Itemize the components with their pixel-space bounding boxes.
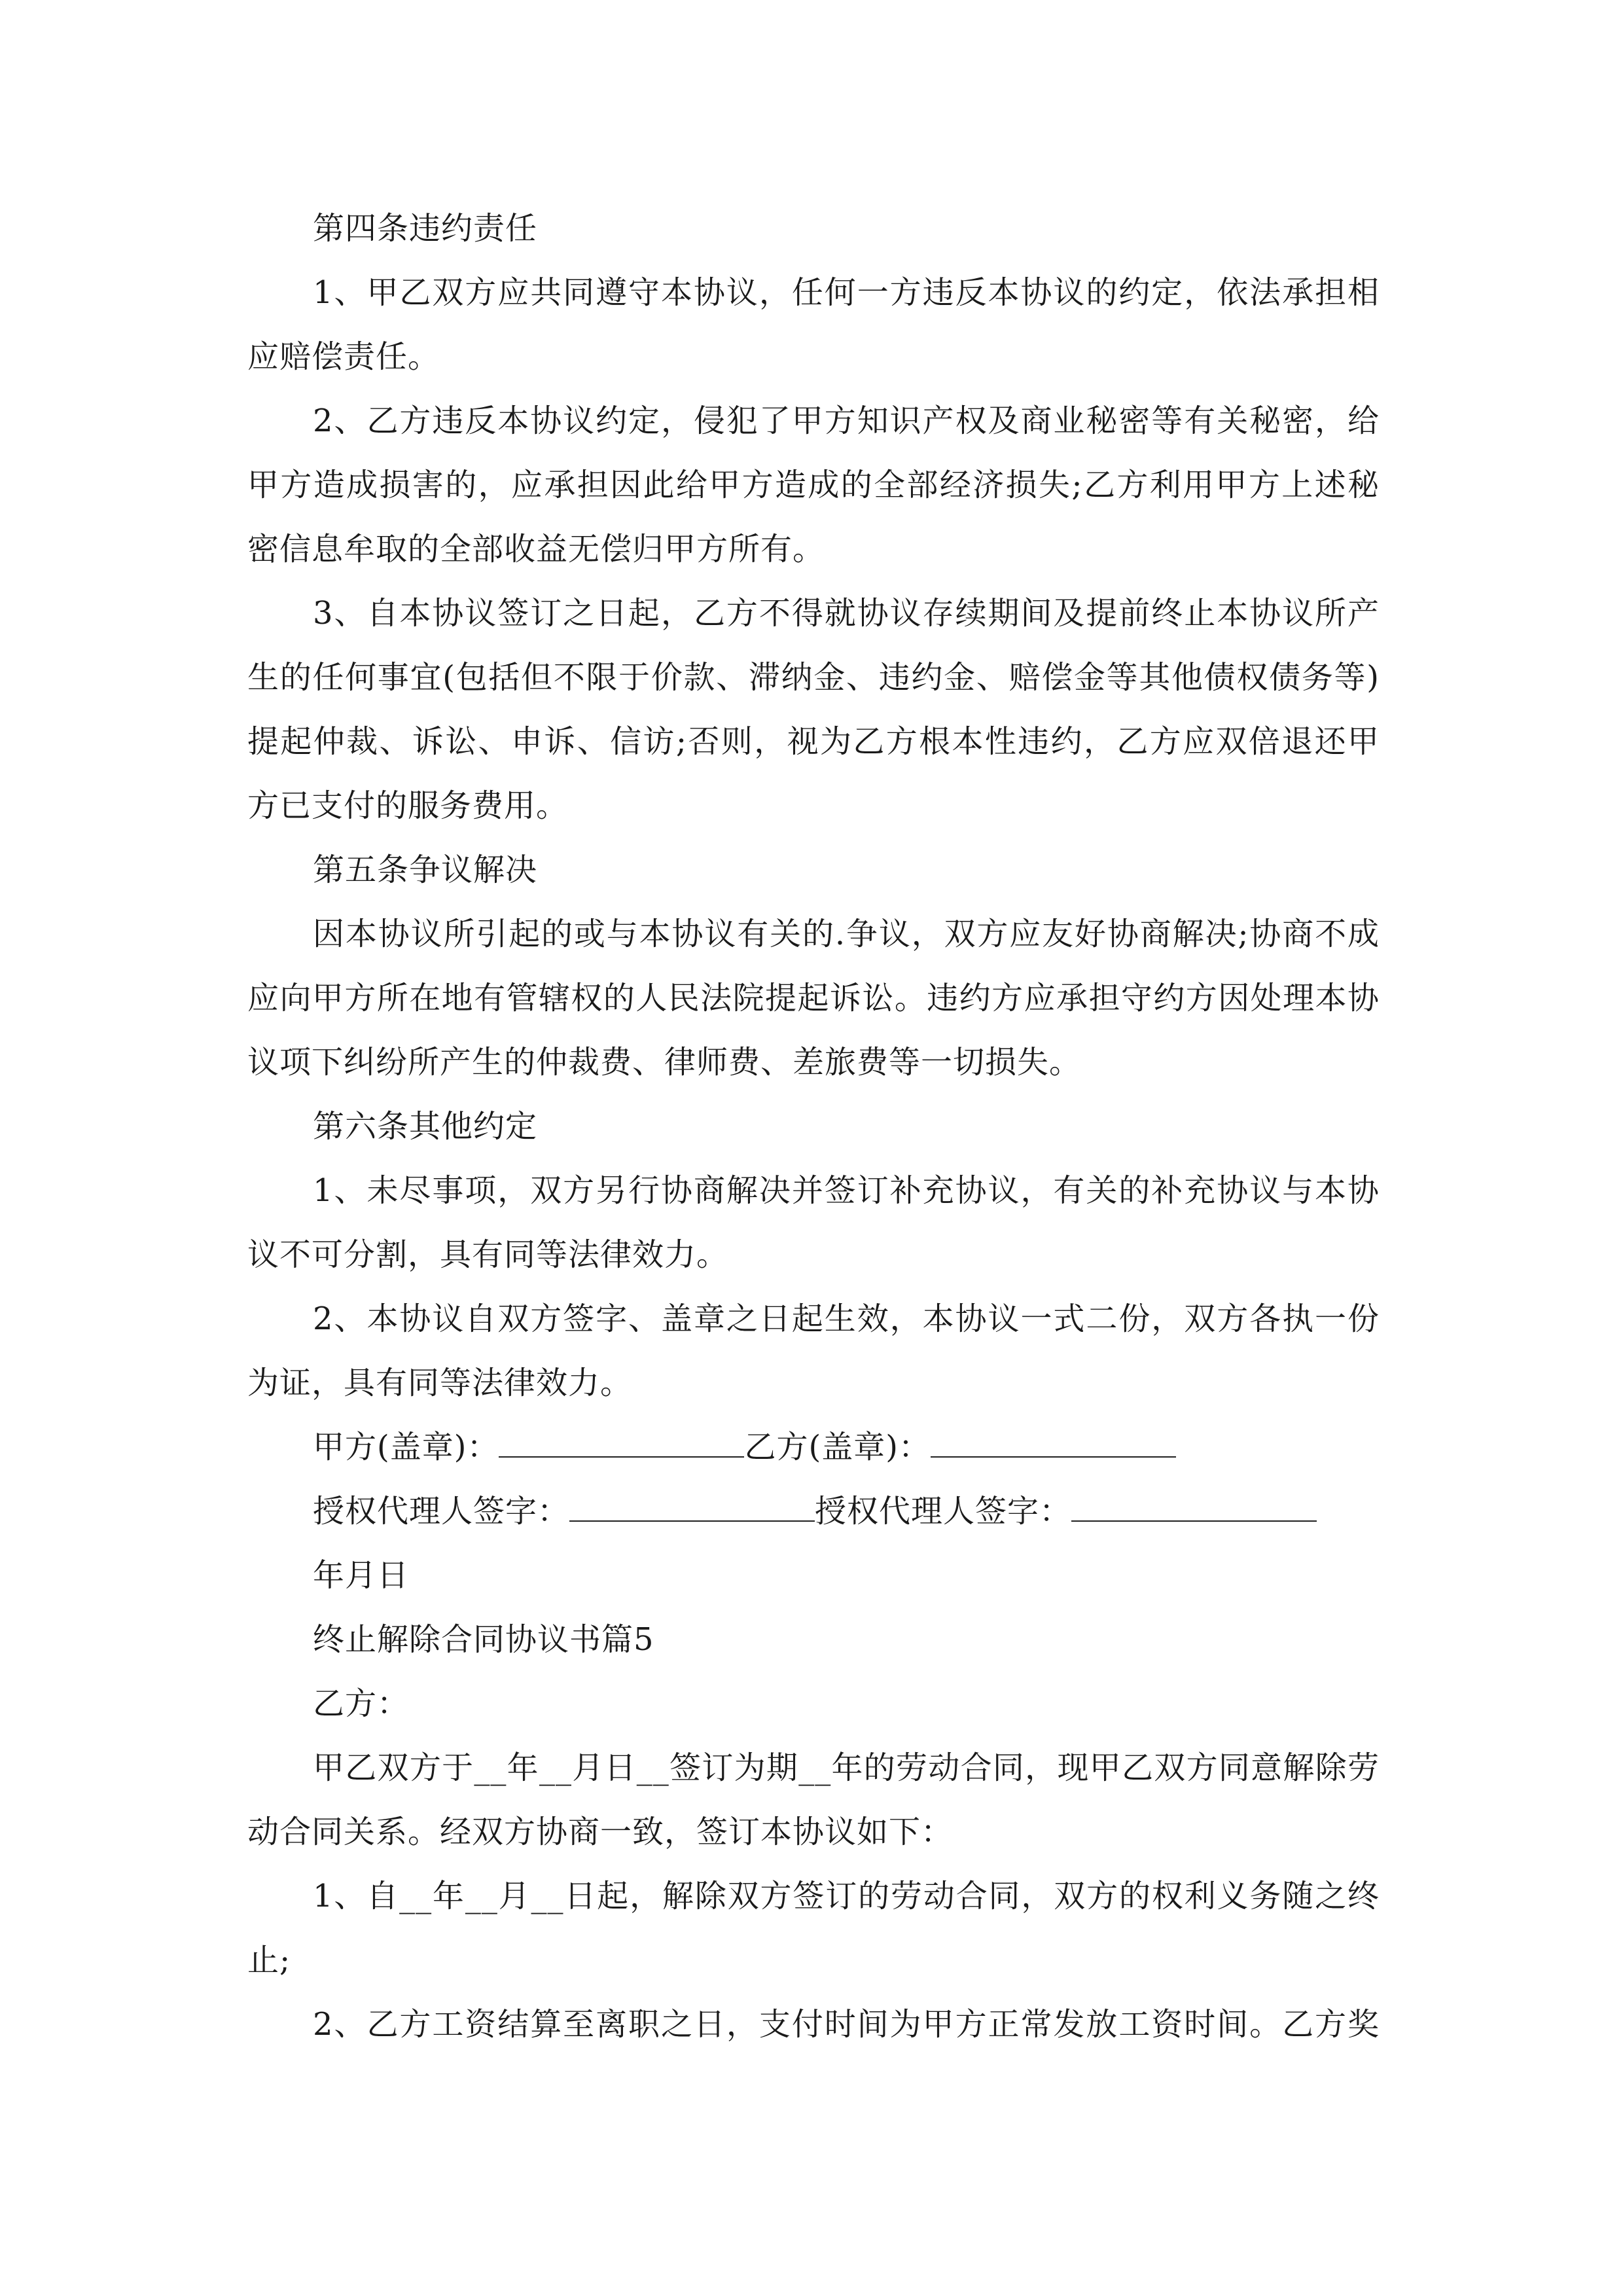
text-line: 第六条其他约定 (313, 1108, 538, 1145)
text-line: 年月日 (313, 1557, 410, 1594)
text-line: 1、未尽事项，双方另行协商解决并签订补充协议，有关的补充协议与本协 (313, 1172, 1380, 1209)
text-line: 生的任何事宜(包括但不限于价款、滞纳金、违约金、赔偿金等其他债权债务等) (247, 659, 1380, 696)
text-line: 议不可分割，具有同等法律效力。 (247, 1236, 729, 1273)
text-line: 甲乙双方于__年__月日__签订为期__年的劳动合同，现甲乙双方同意解除劳 (313, 1749, 1380, 1786)
text-line: 2、乙方违反本协议约定，侵犯了甲方知识产权及商业秘密等有关秘密，给 (313, 403, 1380, 439)
text-line: 动合同关系。经双方协商一致，签订本协议如下： (247, 1814, 954, 1850)
document-body-continued (247, 1543, 1380, 2056)
agent-b-sign-blank (1071, 1482, 1317, 1522)
party-a-seal-label: 甲方(盖章)： (313, 1429, 499, 1465)
document-page (247, 196, 1380, 2056)
text-line: 第五条争议解决 (313, 852, 538, 888)
party-a-seal-blank (499, 1418, 744, 1458)
agent-a-sign-label: 授权代理人签字： (313, 1493, 570, 1530)
text-line: 第四条违约责任 (313, 210, 538, 247)
text-line: 因本协议所引起的或与本协议有关的.争议，双方应友好协商解决;协商不成 (313, 916, 1380, 952)
text-line: 1、甲乙双方应共同遵守本协议，任何一方违反本协议的约定，依法承担相 (313, 274, 1380, 311)
text-line: 议项下纠纷所产生的仲裁费、律师费、差旅费等一切损失。 (247, 1044, 1082, 1081)
signature-row-seal (247, 1415, 1380, 1479)
agent-a-sign-blank (569, 1482, 815, 1522)
text-line: 3、自本协议签订之日起，乙方不得就协议存续期间及提前终止本协议所产 (313, 595, 1380, 632)
text-line: 为证，具有同等法律效力。 (247, 1365, 633, 1401)
text-line: 应赔偿责任。 (247, 338, 440, 375)
text-line: 密信息牟取的全部收益无偿归甲方所有。 (247, 531, 825, 567)
party-b-seal-label: 乙方(盖章)： (744, 1429, 931, 1465)
text-line: 2、乙方工资结算至离职之日，支付时间为甲方正常发放工资时间。乙方奖 (313, 2006, 1380, 2043)
text-line: 2、本协议自双方签字、盖章之日起生效，本协议一式二份，双方各执一份 (313, 1300, 1380, 1337)
text-line: 应向甲方所在地有管辖权的人民法院提起诉讼。违约方应承担守约方因处理本协 (247, 980, 1380, 1016)
party-b-seal-blank (931, 1418, 1176, 1458)
text-line: 提起仲裁、诉讼、申诉、信访;否则，视为乙方根本性违约，乙方应双倍退还甲 (247, 723, 1380, 760)
text-line: 方已支付的服务费用。 (247, 787, 569, 824)
agent-b-sign-label: 授权代理人签字： (815, 1493, 1072, 1530)
text-line: 甲方造成损害的，应承担因此给甲方造成的全部经济损失;乙方利用甲方上述秘 (247, 467, 1380, 503)
signature-row-agent (247, 1479, 1380, 1543)
text-line: 1、自__年__月__日起，解除双方签订的劳动合同，双方的权利义务随之终 (313, 1878, 1380, 1914)
text-line: 乙方： (313, 1685, 410, 1722)
text-line: 止; (247, 1942, 291, 1979)
text-line: 终止解除合同协议书篇5 (313, 1621, 654, 1658)
document-body (247, 196, 1380, 1415)
